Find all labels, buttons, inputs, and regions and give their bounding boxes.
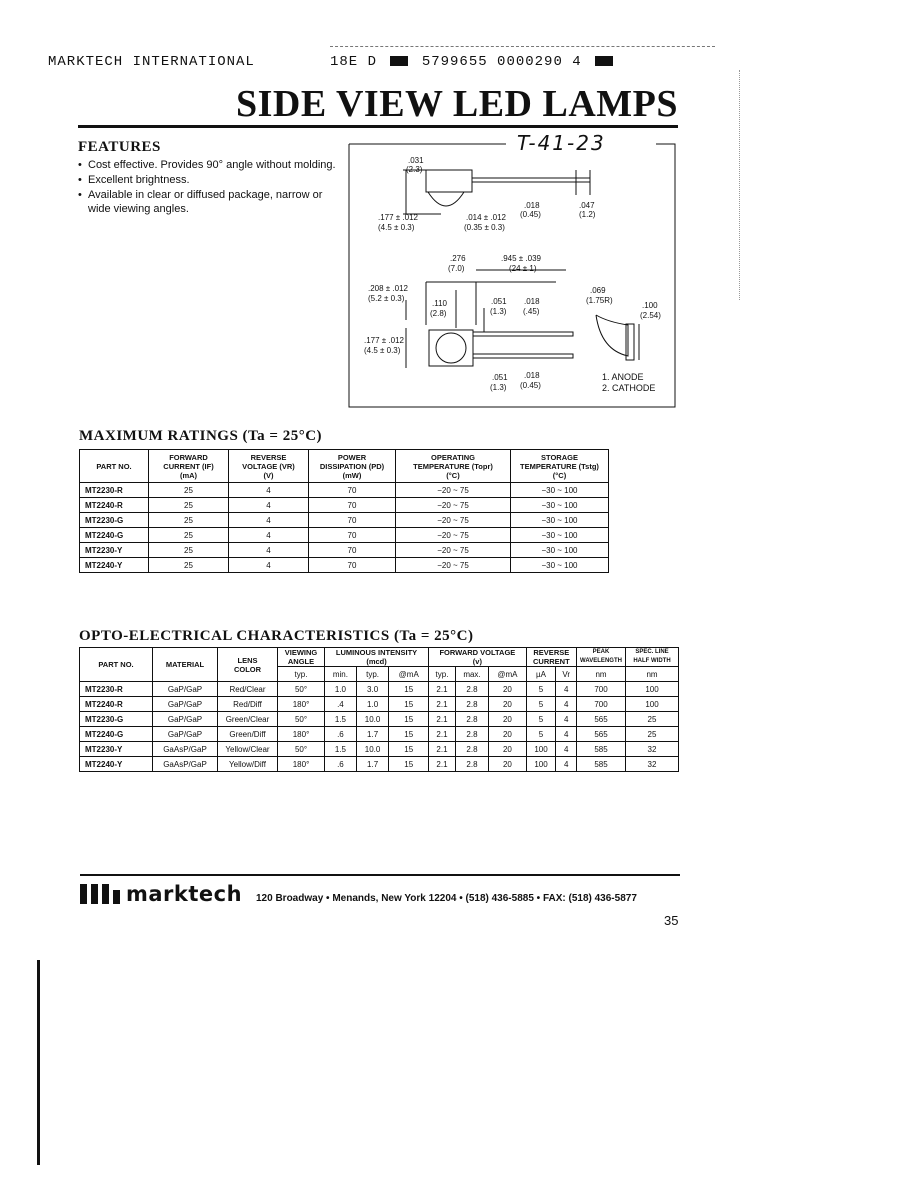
column-header: PART NO. — [80, 450, 149, 483]
pin-label-anode: 1. ANODE — [602, 372, 644, 382]
dim-label: (2.3) — [406, 165, 423, 174]
table-row: MT2230-G 25 4 70 −20 ~ 75 −30 ~ 100 — [80, 513, 609, 528]
table-row: MT2240-R GaP/GaP Red/Diff 180° .4 1.0 15 2.1 2.8 20 5 4 700 100 — [80, 697, 679, 712]
column-header: MATERIAL — [153, 648, 218, 682]
features-heading: FEATURES — [78, 139, 161, 155]
page-number: 35 — [664, 913, 679, 928]
table-row: MT2230-G GaP/GaP Green/Clear 50° 1.5 10.0 15 2.1 2.8 20 5 4 565 25 — [80, 712, 679, 727]
table-row: MT2230-Y 25 4 70 −20 ~ 75 −30 ~ 100 — [80, 543, 609, 558]
table-row: MT2240-R 25 4 70 −20 ~ 75 −30 ~ 100 — [80, 498, 609, 513]
dim-label: (1.75R) — [586, 296, 613, 305]
dim-label: .018 — [524, 297, 540, 306]
table-row: MT2230-Y GaAsP/GaP Yellow/Clear 50° 1.5 10.0 15 2.1 2.8 20 100 4 585 32 — [80, 742, 679, 757]
table-row: MT2240-Y 25 4 70 −20 ~ 75 −30 ~ 100 — [80, 558, 609, 573]
max-ratings-table — [79, 449, 609, 573]
diagram-frame — [349, 144, 675, 407]
led-profile-base — [626, 324, 634, 360]
feature-item: • Available in clear or diffused package, narrow or wide viewing angles. — [78, 188, 338, 216]
handwritten-note: T-41-23 — [517, 131, 606, 155]
dim-label: .276 — [450, 254, 466, 263]
dim-label: (7.0) — [448, 264, 465, 273]
dim-label: .051 — [492, 373, 508, 382]
column-header: REVERSE VOLTAGE (VR) (V) — [229, 450, 309, 483]
code-block-left — [390, 56, 408, 66]
dim-label: .100 — [642, 301, 658, 310]
table-row: MT2240-G GaP/GaP Green/Diff 180° .6 1.7 15 2.1 2.8 20 5 4 565 25 — [80, 727, 679, 742]
dim-label: (4.5 ± 0.3) — [378, 223, 415, 232]
dim-label: (1.3) — [490, 383, 507, 392]
dim-label: (5.2 ± 0.3) — [368, 294, 405, 303]
led-body-top — [426, 170, 472, 192]
feature-item: • Cost effective. Provides 90° angle without molding. — [78, 158, 338, 172]
table-row: MT2230-R GaP/GaP Red/Clear 50° 1.0 3.0 15 2.1 2.8 20 5 4 700 100 — [80, 682, 679, 697]
table-row: MT2240-G 25 4 70 −20 ~ 75 −30 ~ 100 — [80, 528, 609, 543]
dim-label: .110 — [432, 299, 447, 308]
column-header: LUMINOUS INTENSITY (mcd) — [325, 648, 429, 667]
code-block-right — [595, 56, 613, 66]
logo-wordmark: marktech — [126, 882, 243, 906]
dim-label: .208 ± .012 — [368, 284, 408, 293]
dim-label: .031 — [408, 156, 424, 165]
max-ratings-heading: MAXIMUM RATINGS (Ta = 25°C) — [79, 428, 323, 444]
dim-label: (24 ± 1) — [509, 264, 537, 273]
dim-label: .177 ± .012 — [378, 213, 418, 222]
column-header: OPERATING TEMPERATURE (Topr) (°C) — [396, 450, 511, 483]
opto-table: PART NO. MATERIAL LENS COLOR VIEWING ANGLE LUMINOUS INTENSITY (mcd) FORWARD VOLTAGE (v) REVERSE CURRENT PEAK WAVELENGTH SPEC. LINE HALF WIDTH typ. min. typ. @mA typ. max. @mA µA Vr nm nm MT2230-R GaP/GaP Red/Clear 50° 1.0 3.0 15 2.1 2.8 20 5 4 700 100 MT2240-R GaP/GaP Red/Diff 180° .4 1.0 15 2.1 2.8 20 5 4 700 100 MT2230-G GaP/GaP Green/Clear 50° 1.5 10.0 15 2.1 2.8 20 5 4 565 25 MT2240-G GaP/GaP Green/Diff 180° .6 1.7 15 2.1 2.8 20 5 4 565 25 MT2230-Y GaAsP/GaP Yellow/Clear 50° 1.5 10.0 15 2.1 2.8 20 100 4 585 32 MT2240-Y GaAsP/GaP Yellow/Diff 180° .6 1.7 15 2.1 2.8 20 100 4 585 32 — [79, 647, 679, 772]
dim-label: (1.2) — [579, 210, 596, 219]
company-address: 120 Broadway • Menands, New York 12204 • (518) 436-5885 • FAX: (518) 436-5877 — [256, 893, 637, 904]
dim-label: (4.5 ± 0.3) — [364, 346, 401, 355]
scan-edge-mark — [37, 960, 40, 1165]
code-prefix: 18E D — [330, 54, 378, 70]
dim-label: (0.45) — [520, 381, 541, 390]
column-header: FORWARD VOLTAGE (v) — [429, 648, 527, 667]
dim-label: (0.45) — [520, 210, 541, 219]
opto-heading: OPTO-ELECTRICAL CHARACTERISTICS (Ta = 25°C) — [79, 628, 474, 644]
dim-label: .177 ± .012 — [364, 336, 404, 345]
dim-label: .051 — [491, 297, 507, 306]
code-number: 5799655 0000290 4 — [421, 54, 582, 70]
led-lens-front — [436, 333, 466, 363]
column-header: PEAK WAVELENGTH — [577, 648, 626, 667]
features-list — [78, 158, 338, 217]
dim-label: .069 — [590, 286, 606, 295]
dim-label: .945 ± .039 — [501, 254, 541, 263]
header-dashed-rule — [330, 46, 715, 47]
dim-label: .047 — [579, 201, 595, 210]
footer-rule — [80, 874, 680, 876]
table-row: MT2240-Y GaAsP/GaP Yellow/Diff 180° .6 1.7 15 2.1 2.8 20 100 4 585 32 — [80, 757, 679, 772]
dim-label: (0.35 ± 0.3) — [464, 223, 505, 232]
page-title: SIDE VIEW LED LAMPS — [235, 83, 678, 125]
dim-label: .018 — [524, 371, 540, 380]
column-header: PART NO. — [80, 648, 153, 682]
column-header: REVERSE CURRENT — [526, 648, 576, 667]
dim-label: (1.3) — [490, 307, 507, 316]
column-header: POWER DISSIPATION (PD) (mW) — [309, 450, 396, 483]
column-header: VIEWING ANGLE — [278, 648, 325, 667]
column-header: SPEC. LINE HALF WIDTH — [626, 648, 679, 667]
company-name: MARKTECH INTERNATIONAL — [48, 54, 255, 70]
dim-label: .018 — [524, 201, 540, 210]
dim-label: (.45) — [523, 307, 540, 316]
dim-label: (2.8) — [430, 309, 447, 318]
title-rule — [78, 125, 678, 128]
marktech-logo-icon — [80, 882, 122, 906]
table-row: MT2230-R 25 4 70 −20 ~ 75 −30 ~ 100 — [80, 483, 609, 498]
column-header: STORAGE TEMPERATURE (Tstg) (°C) — [511, 450, 609, 483]
pin-label-cathode: 2. CATHODE — [602, 383, 656, 393]
lead-anode — [473, 332, 573, 336]
column-header: LENS COLOR — [218, 648, 278, 682]
feature-item: • Excellent brightness. — [78, 173, 338, 187]
dimension-diagram — [346, 140, 678, 410]
led-lens-top — [428, 192, 464, 206]
dim-label: (2.54) — [640, 311, 661, 320]
document-code — [330, 54, 617, 70]
scan-edge-dots — [739, 70, 741, 300]
dim-label: .014 ± .012 — [466, 213, 506, 222]
lead-cathode — [473, 354, 573, 358]
lead-top — [472, 178, 590, 182]
column-header: FORWARD CURRENT (IF) (mA) — [149, 450, 229, 483]
led-profile-side — [596, 315, 628, 356]
